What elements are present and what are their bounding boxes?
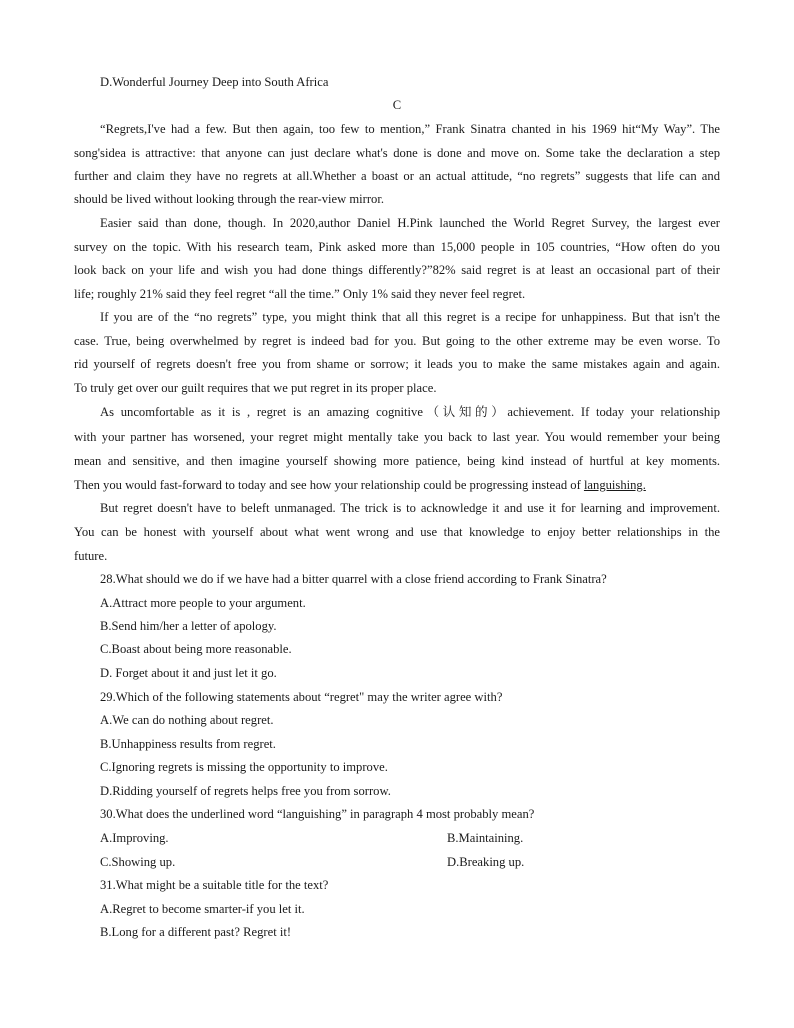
passage-line: future.	[74, 549, 108, 563]
passage-line: rid yourself of regrets doesn't free you from shame or sorrow; it leads you to make the same mistakes again and again.	[74, 357, 720, 371]
passage-line: further and claim they have no regrets at all.Whether a boast or an actual attitude, “no regrets” suggests that life can and	[74, 169, 720, 183]
q31-option-b: B.Long for a different past? Regret it!	[100, 925, 292, 939]
passage-line: But regret doesn't have to beleft unmanaged. The trick is to acknowledge it and use it for learning and improvement.	[100, 501, 720, 515]
passage-line: case. True, being overwhelmed by regret is indeed bad for you. But going to the other extreme may be even worse. To	[74, 334, 720, 348]
section-label: C	[392, 98, 402, 112]
q28-option-a: A.Attract more people to your argument.	[100, 596, 306, 610]
q28-option-d: D. Forget about it and just let it go.	[100, 666, 277, 680]
q28-option-c: C.Boast about being more reasonable.	[100, 642, 292, 656]
q31-option-a: A.Regret to become smarter-if you let it.	[100, 902, 305, 916]
passage-line: As uncomfortable as it is , regret is an amazing cognitive（认知的）achievement. If today your relationship	[100, 405, 720, 419]
passage-line: mean and sensitive, and then imagine yourself showing more patience, being kind instead of hurtful at key moments.	[74, 454, 720, 468]
previous-option-d: D.Wonderful Journey Deep into South Africa	[100, 75, 329, 89]
passage-line: If you are of the “no regrets” type, you might think that all this regret is a recipe for unhappiness. But that isn't the	[100, 310, 720, 324]
q30-option-c: C.Showing up.	[100, 855, 176, 869]
passage-line: You can be honest with yourself about what went wrong and use that knowledge to enjoy better relationships in the	[74, 525, 720, 539]
question-28-stem: 28.What should we do if we have had a bitter quarrel with a close friend according to Frank Sinatra?	[100, 572, 607, 586]
question-30-stem: 30.What does the underlined word “languishing” in paragraph 4 most probably mean?	[100, 807, 535, 821]
question-31-stem: 31.What might be a suitable title for the text?	[100, 878, 329, 892]
passage-text: Then you would fast-forward to today and see how your relationship could be progressing instead of	[74, 478, 584, 492]
passage-line: with your partner has worsened, your regret might mentally take you back to last year. You would remember your being	[74, 430, 720, 444]
q29-option-c: C.Ignoring regrets is missing the opportunity to improve.	[100, 760, 388, 774]
q30-option-d: D.Breaking up.	[447, 855, 525, 869]
q30-option-b: B.Maintaining.	[447, 831, 524, 845]
passage-line: should be lived without looking through the rear-view mirror.	[74, 192, 384, 206]
underlined-word: languishing.	[583, 478, 646, 492]
passage-line: song'sidea is attractive: that anyone can just declare what's done is done and move on. Some take the declaration a step	[74, 146, 720, 160]
passage-line: Easier said than done, though. In 2020,author Daniel H.Pink launched the World Regret Survey, the largest ever	[100, 216, 720, 230]
question-29-stem: 29.Which of the following statements about “regret" may the writer agree with?	[100, 690, 503, 704]
passage-line: “Regrets,I've had a few. But then again, too few to mention,” Frank Sinatra chanted in his 1969 hit“My Way”. The	[100, 122, 720, 136]
passage-line: life; roughly 21% said they feel regret “all the time.” Only 1% said they never feel regret.	[74, 287, 526, 301]
q30-option-a: A.Improving.	[100, 831, 169, 845]
passage-line: To truly get over our guilt requires that we put regret in its proper place.	[74, 381, 437, 395]
passage-line: survey on the topic. With his research team, Pink asked more than 15,000 people in 105 countries, “How often do you	[74, 240, 720, 254]
q29-option-a: A.We can do nothing about regret.	[100, 713, 274, 727]
passage-line	[74, 477, 720, 493]
q29-option-d: D.Ridding yourself of regrets helps free you from sorrow.	[100, 784, 391, 798]
passage-line: look back on your life and wish you had done things differently?”82% said regret is at least an occasional part of their	[74, 263, 720, 277]
q28-option-b: B.Send him/her a letter of apology.	[100, 619, 277, 633]
q29-option-b: B.Unhappiness results from regret.	[100, 737, 276, 751]
